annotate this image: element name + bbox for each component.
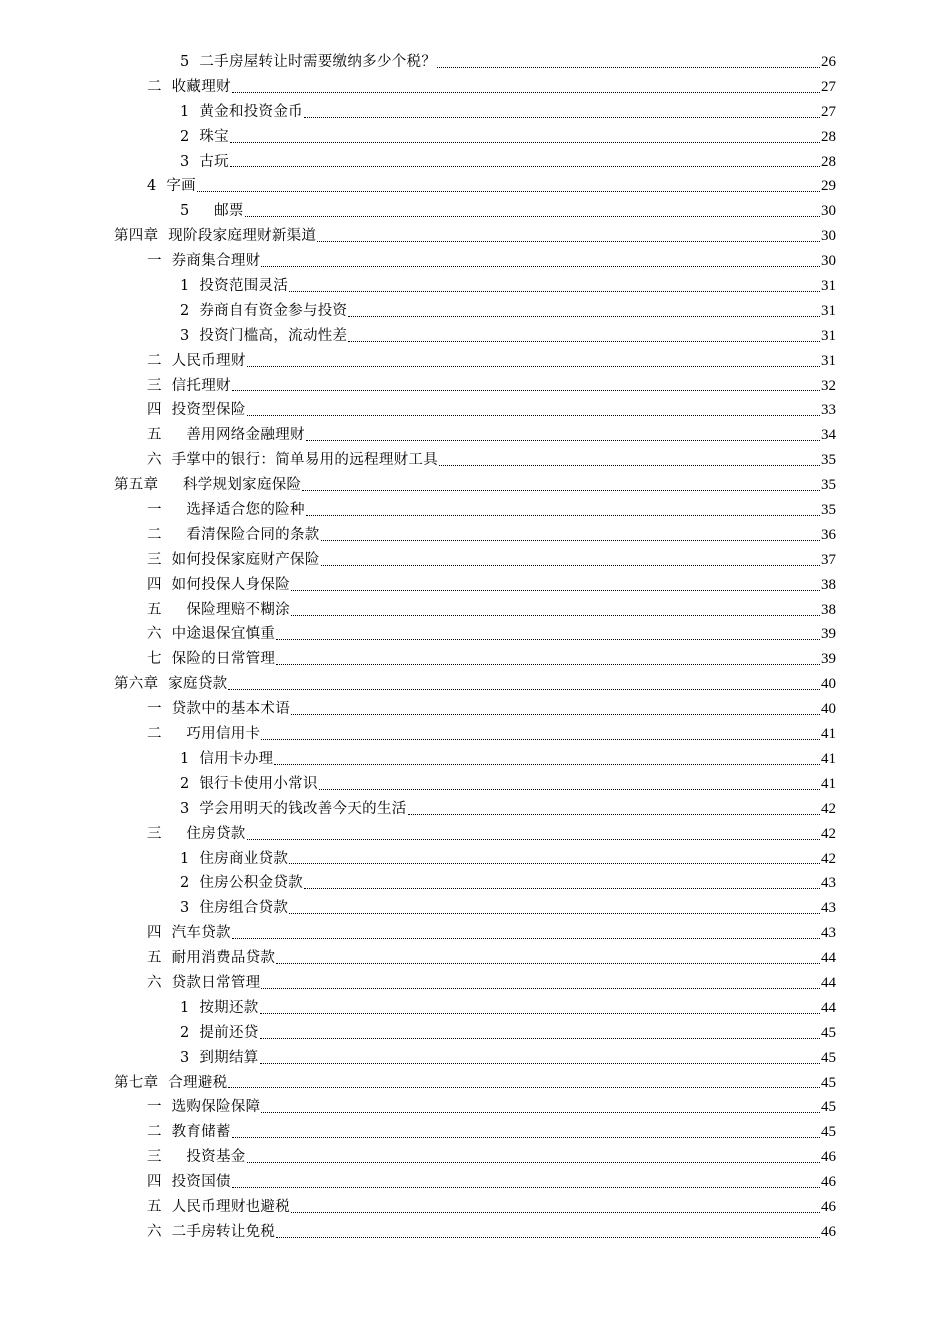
- toc-entry[interactable]: [180, 797, 836, 822]
- toc-page-number: 35: [821, 477, 836, 494]
- dot-leader: [348, 340, 820, 342]
- toc-entry-title: 五 人民币理财也避税: [147, 1198, 291, 1215]
- toc-page-number: 46: [821, 1223, 836, 1240]
- dot-leader: [291, 713, 820, 715]
- dot-leader: [261, 265, 820, 267]
- toc-entry[interactable]: [114, 1071, 836, 1096]
- dot-leader: [317, 240, 820, 242]
- toc-entry[interactable]: [147, 1220, 836, 1245]
- toc-entry[interactable]: [180, 896, 836, 921]
- dot-leader: [306, 514, 820, 516]
- toc-page-number: 41: [821, 775, 836, 792]
- toc-entry[interactable]: [114, 473, 836, 498]
- toc-entry[interactable]: [147, 498, 836, 523]
- dot-leader: [348, 315, 820, 317]
- toc-row: [0, 797, 950, 822]
- toc-entry-title: 六 贷款日常管理: [147, 974, 261, 991]
- dot-leader: [276, 663, 820, 665]
- toc-entry-title: 5 二手房屋转让时需要缴纳多少个税？: [180, 54, 437, 70]
- toc-row: [0, 125, 950, 150]
- toc-page-number: 41: [821, 726, 836, 743]
- dot-leader: [247, 414, 820, 416]
- toc-entry[interactable]: [180, 772, 836, 797]
- toc-entry-title: 三 住房贷款: [147, 825, 246, 842]
- toc-entry-title: 五 善用网络金融理财: [147, 427, 305, 444]
- toc-row: [0, 946, 950, 971]
- dot-leader: [302, 489, 820, 491]
- dot-leader: [232, 1186, 820, 1188]
- toc-entry[interactable]: [147, 946, 836, 971]
- toc-entry[interactable]: [180, 996, 836, 1021]
- toc-entry[interactable]: [147, 722, 836, 747]
- toc-entry[interactable]: [147, 523, 836, 548]
- toc-page-number: 35: [821, 502, 836, 519]
- toc-page-number: 44: [821, 950, 836, 967]
- dot-leader: [321, 564, 820, 566]
- toc-page-number: 27: [821, 103, 836, 120]
- toc-entry-title: 第四章 现阶段家庭理财新渠道: [114, 228, 317, 245]
- toc-page-number: 38: [821, 601, 836, 618]
- toc-page-number: 28: [821, 128, 836, 145]
- dot-leader: [291, 614, 820, 616]
- toc-page-number: 31: [821, 352, 836, 369]
- dot-leader: [408, 813, 820, 815]
- dot-leader: [197, 190, 820, 192]
- toc-entry[interactable]: [180, 100, 836, 125]
- toc-page-number: 33: [821, 402, 836, 419]
- toc-row: [0, 722, 950, 747]
- toc-entry[interactable]: [147, 174, 836, 199]
- toc-row: [0, 398, 950, 423]
- dot-leader: [261, 987, 820, 989]
- dot-leader: [291, 589, 820, 591]
- toc-row: [0, 374, 950, 399]
- toc-page-number: 36: [821, 526, 836, 543]
- toc-page-number: 39: [821, 626, 836, 643]
- toc-page-number: 27: [821, 78, 836, 95]
- dot-leader: [230, 141, 820, 143]
- toc-row: [0, 971, 950, 996]
- dot-leader: [321, 539, 820, 541]
- toc-entry-title: 4 字画: [147, 178, 196, 195]
- toc-row: [0, 50, 950, 75]
- dot-leader: [261, 1111, 820, 1113]
- toc-entry[interactable]: [147, 548, 836, 573]
- toc-entry-title: 一 选购保险保障: [147, 1099, 261, 1116]
- dot-leader: [232, 389, 820, 391]
- toc-row: [0, 473, 950, 498]
- toc-entry-title: 二 人民币理财: [147, 352, 246, 369]
- dot-leader: [276, 1236, 820, 1238]
- toc-entry[interactable]: [147, 349, 836, 374]
- toc-entry[interactable]: [147, 1195, 836, 1220]
- toc-entry-title: 3 住房组合贷款: [180, 900, 289, 917]
- toc-page-number: 42: [821, 800, 836, 817]
- toc-page-number: 31: [821, 302, 836, 319]
- dot-leader: [232, 937, 820, 939]
- dot-leader: [289, 862, 820, 864]
- toc-row: [0, 75, 950, 100]
- toc-page-number: 45: [821, 1124, 836, 1141]
- toc-entry-title: 三 信托理财: [147, 377, 231, 394]
- toc-page-number: 34: [821, 427, 836, 444]
- toc-page-number: 45: [821, 1099, 836, 1116]
- toc-entry[interactable]: [147, 1095, 836, 1120]
- toc-entry[interactable]: [180, 1046, 836, 1071]
- toc-entry-title: 3 古玩: [180, 153, 229, 170]
- toc-page-number: 44: [821, 974, 836, 991]
- dot-leader: [291, 1211, 820, 1213]
- toc-entry[interactable]: [180, 274, 836, 299]
- toc-page-number: 41: [821, 750, 836, 767]
- dot-leader: [228, 688, 820, 690]
- toc-row: [0, 573, 950, 598]
- toc-row: [0, 672, 950, 697]
- toc-page-number: 42: [821, 825, 836, 842]
- toc-entry[interactable]: [147, 1170, 836, 1195]
- toc-row: [0, 1220, 950, 1245]
- toc-entry-title: 第六章 家庭贷款: [114, 676, 228, 693]
- toc-row: [0, 921, 950, 946]
- toc-page-number: 45: [821, 1049, 836, 1066]
- dot-leader: [260, 1037, 820, 1039]
- toc-page-number: 31: [821, 327, 836, 344]
- dot-leader: [228, 1086, 820, 1088]
- toc-row: [0, 299, 950, 324]
- toc-page-number: 43: [821, 925, 836, 942]
- toc-page-number: 35: [821, 452, 836, 469]
- toc-row: [0, 1021, 950, 1046]
- dot-leader: [247, 1161, 820, 1163]
- toc-row: [0, 1046, 950, 1071]
- toc-entry-title: 3 到期结算: [180, 1049, 259, 1066]
- toc-page-number: 32: [821, 377, 836, 394]
- toc-entry-title: 1 按期还款: [180, 999, 259, 1016]
- toc-entry-title: 六 手掌中的银行：简单易用的远程理财工具: [147, 452, 439, 469]
- dot-leader: [232, 91, 820, 93]
- toc-entry-title: 2 住房公积金贷款: [180, 875, 303, 892]
- toc-entry-title: 四 投资型保险: [147, 402, 246, 419]
- toc-row: [0, 150, 950, 175]
- toc-entry-title: 四 投资国债: [147, 1174, 231, 1191]
- toc-row: [0, 772, 950, 797]
- toc-entry[interactable]: [147, 423, 836, 448]
- toc-page-number: 38: [821, 576, 836, 593]
- toc-entry[interactable]: [180, 50, 836, 75]
- toc-entry-title: 1 投资范围灵活: [180, 278, 289, 295]
- toc-entry-title: 第七章 合理避税: [114, 1074, 228, 1091]
- toc-row: [0, 523, 950, 548]
- toc-entry-title: 2 提前还贷: [180, 1024, 259, 1041]
- toc-row: [0, 1095, 950, 1120]
- toc-entry[interactable]: [147, 822, 836, 847]
- toc-entry-title: 5 邮票: [180, 203, 244, 220]
- toc-entry-title: 五 耐用消费品贷款: [147, 950, 276, 967]
- dot-leader: [289, 912, 820, 914]
- toc-row: [0, 498, 950, 523]
- toc-page-number: 39: [821, 651, 836, 668]
- toc-page-number: 30: [821, 253, 836, 270]
- toc-entry-title: 五 保险理赔不糊涂: [147, 601, 290, 618]
- toc-entry[interactable]: [147, 75, 836, 100]
- toc-entry[interactable]: [180, 150, 836, 175]
- toc-entry[interactable]: [147, 573, 836, 598]
- toc-row: [0, 1071, 950, 1096]
- toc-row: [0, 822, 950, 847]
- toc-page-number: 40: [821, 701, 836, 718]
- toc-entry[interactable]: [147, 374, 836, 399]
- toc-entry-title: 二 教育储蓄: [147, 1124, 231, 1141]
- toc-entry[interactable]: [180, 871, 836, 896]
- toc-page-number: 30: [821, 228, 836, 245]
- toc-row: [0, 548, 950, 573]
- toc-entry-title: 一 贷款中的基本术语: [147, 701, 291, 718]
- toc-entry-title: 2 券商自有资金参与投资: [180, 302, 348, 319]
- dot-leader: [306, 439, 820, 441]
- dot-leader: [304, 116, 820, 118]
- toc-entry[interactable]: [180, 1021, 836, 1046]
- dot-leader: [439, 464, 820, 466]
- toc-page-number: 42: [821, 850, 836, 867]
- toc-entry[interactable]: [147, 647, 836, 672]
- toc-page-number: 43: [821, 875, 836, 892]
- toc-entry[interactable]: [147, 1145, 836, 1170]
- toc-entry-title: 3 投资门槛高，流动性差: [180, 327, 348, 344]
- toc-row: [0, 1145, 950, 1170]
- toc-page-number: 40: [821, 676, 836, 693]
- toc-page-number: 26: [821, 54, 836, 70]
- toc-row: [0, 622, 950, 647]
- toc-entry[interactable]: [180, 324, 836, 349]
- toc-row: [0, 896, 950, 921]
- toc-entry-title: 1 信用卡办理: [180, 750, 274, 767]
- toc-row: [0, 324, 950, 349]
- toc-row: [0, 174, 950, 199]
- toc-entry-title: 二 看清保险合同的条款: [147, 526, 320, 543]
- dot-leader: [247, 838, 820, 840]
- toc-entry-title: 二 巧用信用卡: [147, 726, 261, 743]
- toc-entry[interactable]: [147, 448, 836, 473]
- toc-entry-title: 四 汽车贷款: [147, 925, 231, 942]
- toc-row: [0, 598, 950, 623]
- dot-leader: [276, 962, 820, 964]
- toc-entry-title: 六 中途退保宜慎重: [147, 626, 276, 643]
- toc-page-number: 45: [821, 1074, 836, 1091]
- toc-entry-title: 2 银行卡使用小常识: [180, 775, 318, 792]
- toc-entry-title: 3 学会用明天的钱改善今天的生活: [180, 800, 407, 817]
- toc-entry[interactable]: [180, 299, 836, 324]
- toc-row: [0, 1170, 950, 1195]
- toc-row: [0, 697, 950, 722]
- dot-leader: [289, 290, 820, 292]
- toc-entry-title: 一 券商集合理财: [147, 253, 261, 270]
- toc-page-number: 28: [821, 153, 836, 170]
- toc-page-number: 46: [821, 1174, 836, 1191]
- toc-row: [0, 249, 950, 274]
- toc-row: [0, 224, 950, 249]
- toc-row: [0, 1120, 950, 1145]
- dot-leader: [261, 738, 820, 740]
- toc-row: [0, 349, 950, 374]
- toc-page-number: 43: [821, 900, 836, 917]
- toc-entry-title: 一 选择适合您的险种: [147, 502, 305, 519]
- dot-leader: [304, 887, 820, 889]
- toc-entry[interactable]: [114, 672, 836, 697]
- toc-row: [0, 274, 950, 299]
- toc-row: [0, 747, 950, 772]
- toc-entry-title: 四 如何投保人身保险: [147, 576, 291, 593]
- toc-row: [0, 647, 950, 672]
- toc-entry[interactable]: [147, 921, 836, 946]
- toc-entry-title: 2 珠宝: [180, 128, 229, 145]
- toc-page-number: 29: [821, 178, 836, 195]
- toc-row: [0, 423, 950, 448]
- toc-entry[interactable]: [180, 125, 836, 150]
- toc-page-number: 46: [821, 1198, 836, 1215]
- toc-entry[interactable]: [114, 224, 836, 249]
- toc-row: [0, 448, 950, 473]
- dot-leader: [247, 365, 820, 367]
- table-of-contents: [0, 50, 950, 1245]
- toc-entry-title: 1 住房商业贷款: [180, 850, 289, 867]
- toc-entry[interactable]: [180, 199, 836, 224]
- toc-entry[interactable]: [147, 598, 836, 623]
- toc-entry-title: 二 收藏理财: [147, 78, 231, 95]
- toc-row: [0, 1195, 950, 1220]
- toc-entry[interactable]: [147, 622, 836, 647]
- toc-page-number: 37: [821, 551, 836, 568]
- toc-entry-title: 三 投资基金: [147, 1149, 246, 1166]
- dot-leader: [319, 788, 820, 790]
- toc-entry[interactable]: [147, 1120, 836, 1145]
- toc-row: [0, 996, 950, 1021]
- toc-page-number: 30: [821, 203, 836, 220]
- toc-page-number: 46: [821, 1149, 836, 1166]
- toc-entry[interactable]: [147, 971, 836, 996]
- dot-leader: [274, 763, 820, 765]
- dot-leader: [260, 1012, 820, 1014]
- dot-leader: [232, 1136, 820, 1138]
- dot-leader: [276, 638, 820, 640]
- toc-entry[interactable]: [147, 249, 836, 274]
- toc-row: [0, 847, 950, 872]
- dot-leader: [245, 215, 820, 217]
- toc-entry-title: 七 保险的日常管理: [147, 651, 276, 668]
- toc-entry-title: 1 黄金和投资金币: [180, 103, 303, 120]
- toc-page-number: 31: [821, 278, 836, 295]
- toc-entry[interactable]: [180, 847, 836, 872]
- toc-entry[interactable]: [147, 398, 836, 423]
- toc-entry-title: 第五章 科学规划家庭保险: [114, 477, 302, 494]
- toc-page-number: 44: [821, 999, 836, 1016]
- dot-leader: [230, 165, 820, 167]
- toc-entry-title: 三 如何投保家庭财产保险: [147, 551, 320, 568]
- toc-entry-title: 六 二手房转让免税: [147, 1223, 276, 1240]
- toc-entry[interactable]: [180, 747, 836, 772]
- toc-row: [0, 871, 950, 896]
- dot-leader: [437, 66, 820, 68]
- toc-row: [0, 100, 950, 125]
- toc-entry[interactable]: [147, 697, 836, 722]
- toc-page-number: 45: [821, 1024, 836, 1041]
- dot-leader: [260, 1062, 820, 1064]
- toc-row: [0, 199, 950, 224]
